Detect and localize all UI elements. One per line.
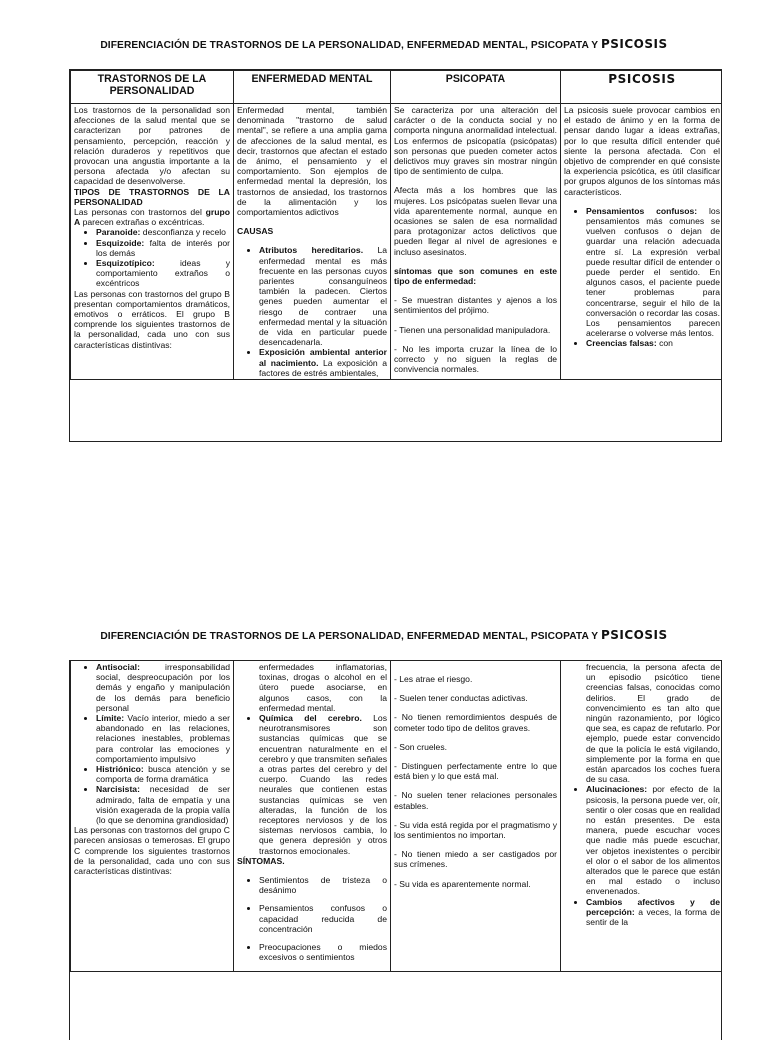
- item-text: los pensamientos más comunes se vuelven confusos o dejan de guardar una relación adecuada entre sí. La expresión verbal puede resultar difícil de entender o puede perder el sentido. En algunos casos, el paciente puede tener problemas para concentrarse, seguir el hilo de la conversación o recordar las cosas. Los pensamientos parecen acelerarse o volverse más lentos.: [586, 205, 720, 339]
- text-line: - Su vida es aparentemente normal.: [394, 878, 531, 889]
- section-heading: SÍNTOMAS.: [237, 855, 285, 866]
- item-text: necesidad de ser admirado, falta de empatía y una visión exagerada de la propia valía (lo que se denomina grandiosidad): [96, 784, 230, 826]
- item-label: Alucinaciones:: [586, 784, 648, 795]
- list-item: [586, 897, 720, 928]
- item-text: ideas y comportamiento extraños o excéntricos: [96, 258, 230, 289]
- title-psicosis: PSICOSIS: [600, 37, 668, 51]
- text-block: Las personas con trastornos del grupo C parecen ansiosas o temerosas. El grupo C comprende los siguientes trastornos de la personalidad, cada uno con sus características distintivas:: [74, 825, 230, 877]
- item-text: La enfermedad mental es más frecuente en las personas cuyos parientes consanguíneos también la padecen. Ciertos genes pueden aumentar el riesgo de contraer una enfermedad mental y la situación de vida en particular puede desencadenarla.: [259, 245, 388, 348]
- text-block: Se caracteriza por una alteración del carácter o de la conducta social y no comporta ninguna anormalidad intelectual. Los enfermos de psicopatía (psicópatas) son personas que pueden cometer actos delictivos muy graves sin mostrar ningún tipo de sentimiento de culpa.: [394, 105, 557, 177]
- list-item: [96, 764, 230, 784]
- list-item: [586, 338, 720, 348]
- cell-trastornos: [71, 661, 234, 972]
- title-psicosis: PSICOSIS: [600, 628, 668, 642]
- text-line: - Son crueles.: [394, 741, 448, 752]
- text-line: - Su vida está regida por el pragmatismo y los sentimientos no importan.: [394, 819, 557, 841]
- list-item: [96, 238, 230, 258]
- item-label: Química del cerebro.: [259, 713, 362, 724]
- item-label: Antisocial:: [96, 662, 140, 672]
- text-block: Las personas con trastornos del grupo B presentan comportamientos dramáticos, emotivos o erráticos. El grupo B comprende los siguientes trastornos de la personalidad, cada uno con sus características distintivas:: [74, 288, 230, 350]
- item-text: busca atención y se comporta de forma dramática: [96, 764, 230, 785]
- title-text: DIFERENCIACIÓN DE TRASTORNOS DE LA PERSONALIDAD, ENFERMEDAD MENTAL, PSICOPATA Y: [100, 631, 599, 642]
- text-line: - No tienen remordimientos después de cometer todo tipo de delitos graves.: [394, 712, 557, 733]
- item-text: por efecto de la psicosis, la persona puede ver, oír, sentir o oler cosas que en realidad no están presentes. De esta manera, puede escuchar voces que nadie más puede escuchar, ver objetos inexistentes o percibir el olor o el sabor de los alimentos alterados que le parece que están en mal estado o incluso envenenados.: [586, 784, 720, 897]
- cell-enfermedad: [234, 661, 391, 972]
- text-block: La psicosis suele provocar cambios en el estado de ánimo y en la forma de pensar dando lugar a ideas extrañas, por lo que resulta difícil entender qué siente la persona afectada. Con el objetivo de comprender en qué consiste la experiencia psicótica, es útil clasificar por grupos algunos de los síntomas más característicos.: [564, 105, 720, 197]
- text-block: Los trastornos de la personalidad son afecciones de la salud mental que se caracterizan por patrones de pensamiento, percepción, reacción y relación duraderos y repetitivos que provocan una angustia importante a la persona afectada y/o afectan su capacidad de desenvolverse.: [74, 105, 230, 187]
- item-label: Esquizotípico:: [96, 258, 155, 269]
- cell-enfermedad: [234, 104, 391, 380]
- title-text: DIFERENCIACIÓN DE TRASTORNOS DE LA PERSONALIDAD, ENFERMEDAD MENTAL, PSICOPATA Y: [100, 40, 599, 51]
- text-block: frecuencia, la persona afecta de un episodio psicótico tiene creencias falsas, conocidas como delirios. El grado de convencimiento es tan alto que ningún razonamiento, por lógico que sea, es capaz de refutarlo. Por ejemplo, puede estar convencido de que la policía le está vigilando, simplemente por la forma en que están aparcados los coches fuera de su casa.: [586, 662, 720, 785]
- cell-psicopata: [391, 104, 561, 380]
- bullet-list: [564, 784, 720, 927]
- list-item: [96, 784, 230, 825]
- text-line: - No tienen miedo a ser castigados por sus crímenes.: [394, 849, 557, 870]
- item-text: desconfianza y recelo: [140, 227, 226, 238]
- list-item: [96, 662, 230, 713]
- bullet-list: [74, 227, 230, 288]
- header-psicopata: PSICOPATA: [391, 71, 561, 104]
- item-label: Pensamientos confusos:: [586, 205, 698, 216]
- item-text: irresponsabilidad social, despreocupación por los demás y engaño y manipulación de los demás para beneficio personal: [96, 662, 230, 713]
- item-label: Cambios afectivos y de percepción:: [586, 896, 720, 917]
- list-item: [96, 258, 230, 289]
- text: parecen extrañas o excéntricas.: [80, 217, 205, 228]
- text-line: - Se muestran distantes y ajenos a los sentimientos del prójimo.: [394, 295, 557, 316]
- section-heading: TIPOS DE TRASTORNOS DE LA PERSONALIDAD: [74, 186, 230, 207]
- text-line: - No les importa cruzar la línea de lo correcto y no siguen la reglas de convivencia normales.: [394, 343, 557, 375]
- item-label: Atributos hereditarios.: [259, 245, 364, 256]
- text-line: - Distinguen perfectamente entre lo que está bien y lo que está mal.: [394, 761, 557, 782]
- header-psicosis: PSICOSIS: [561, 71, 723, 104]
- list-item: • Sentimientos de tristeza o desánimo: [259, 875, 387, 895]
- item-text: falta de interés por los demás: [96, 237, 230, 258]
- text-line: - Suelen tener conductas adictivas.: [394, 693, 528, 704]
- item-text: con: [656, 338, 673, 349]
- page-title: [0, 37, 768, 51]
- page-title: [0, 628, 768, 642]
- item-text: Vacío interior, miedo a ser abandonado en las relaciones, relaciones inestables, problemas para controlar las emociones y comportamiento impulsivo: [96, 713, 230, 764]
- text-line: - Les atrae el riesgo.: [394, 674, 473, 684]
- item-text: La exposición a factores de estrés ambientales,: [259, 357, 387, 378]
- bullet-list: [237, 713, 387, 856]
- header-trastornos: TRASTORNOS DE LA PERSONALIDAD: [71, 71, 234, 104]
- cell-psicopata: [391, 661, 561, 972]
- section-heading: CAUSAS: [237, 226, 274, 237]
- text-block: Afecta más a los hombres que las mujeres. Los psicópatas suelen llevar una vida aparentemente normal, aunque en ocasiones se salen de esa normalidad para protagonizar actos delictivos que pueden llegar al nivel de agresiones e incluso asesinatos.: [394, 185, 557, 257]
- list-item: • Preocupaciones o miedos excesivos o sentimientos: [259, 942, 387, 962]
- text-block: enfermedades inflamatorias, toxinas, drogas o alcohol en el útero puede asociarse, en algunos casos, con la enfermedad mental.: [259, 662, 387, 713]
- item-text: a veces, la forma de sentir de la: [586, 906, 720, 928]
- list-item: [96, 713, 230, 764]
- bullet-list: [237, 245, 387, 378]
- text-line: - No suelen tener relaciones personales estables.: [394, 790, 557, 811]
- cell-psicosis: [561, 104, 723, 380]
- item-text: Los neurotransmisores son sustancias químicas que se encuentran naturalmente en el cerebro y que transmiten señales a otras partes del cerebro y del cuerpo. Cuando las redes neurales que contienen estas sustancias químicas se ven alteradas, la función de los receptores nerviosos y de los sistemas nerviosos cambia, lo que genera depresión y otros trastornos emocionales.: [259, 713, 387, 856]
- text-block: Enfermedad mental, también denominada "trastorno de salud mental", se refiere a una amplia gama de afecciones de la salud mental, es decir, trastornos que afectan el estado de ánimo, el pensamiento y el comportamiento. Son ejemplos de enfermedad mental la depresión, los trastornos de ansiedad, los trastornos de la alimentación y los comportamientos adictivos: [237, 105, 387, 218]
- list-item: [259, 713, 387, 856]
- bullet-list: [237, 875, 387, 962]
- text-bold: grupo A: [74, 207, 230, 228]
- list-item: [586, 784, 720, 896]
- item-label: Esquizoide:: [96, 237, 145, 248]
- item-label: Narcisista:: [96, 784, 140, 795]
- comparison-table: [69, 69, 722, 442]
- list-item: [96, 227, 230, 237]
- bullet-list: [564, 206, 720, 349]
- list-item: [586, 206, 720, 339]
- header-enfermedad: ENFERMEDAD MENTAL: [234, 71, 391, 104]
- comparison-table-continued: [69, 660, 722, 1040]
- cell-psicosis: [561, 661, 723, 972]
- cell-trastornos: [71, 104, 234, 380]
- text: Las personas con trastornos del: [74, 207, 206, 218]
- text-line: - Tienen una personalidad manipuladora.: [394, 324, 551, 335]
- text-block: [74, 207, 230, 227]
- item-label: Histriónico:: [96, 764, 144, 775]
- section-heading: síntomas que son comunes en este tipo de enfermedad:: [394, 265, 557, 287]
- item-label: Paranoide:: [96, 227, 141, 238]
- item-label: Creencias falsas:: [586, 338, 657, 349]
- item-label: Exposición ambiental anterior al nacimiento.: [259, 347, 387, 368]
- bullet-list: [74, 662, 230, 825]
- list-item: [259, 347, 387, 378]
- list-item: [259, 245, 387, 347]
- item-label: Límite:: [96, 713, 125, 724]
- list-item: • Pensamientos confusos o capacidad reducida de concentración: [259, 903, 387, 934]
